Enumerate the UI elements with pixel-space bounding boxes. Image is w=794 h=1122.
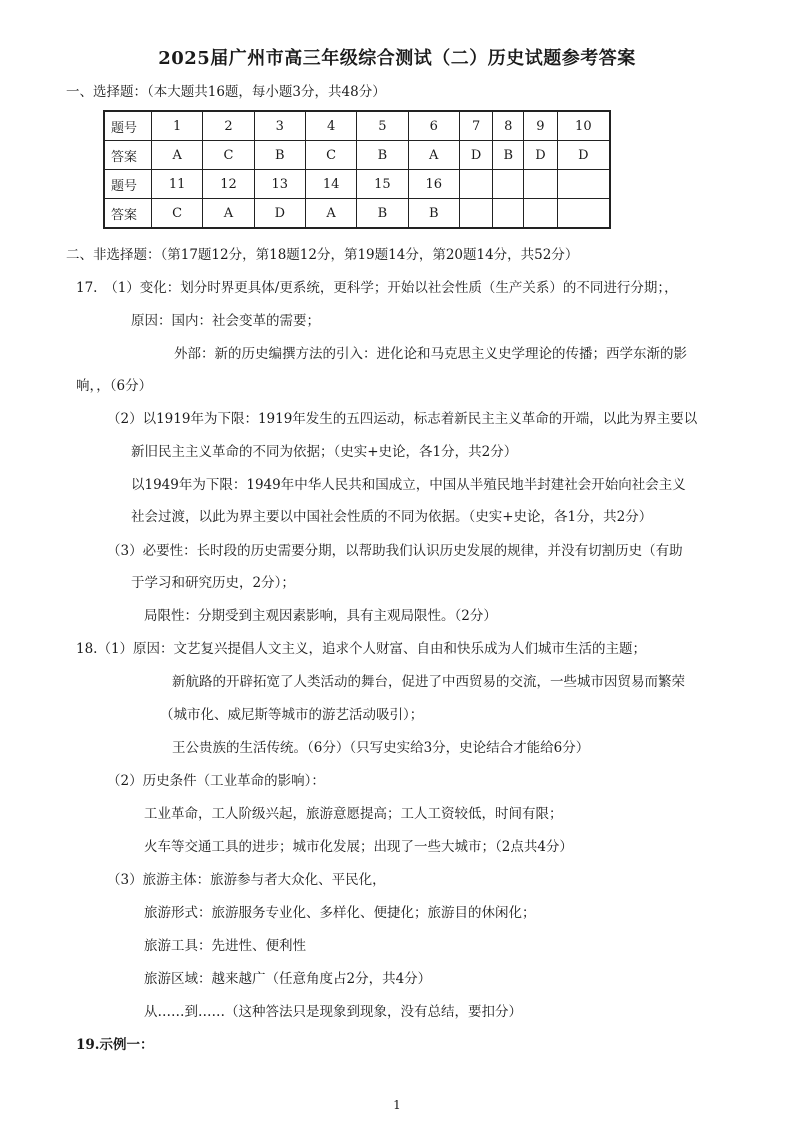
q18-part1-line1: 18.（1）原因：文艺复兴提倡人文主义，追求个人财富、自由和快乐成为人们城市生活的主题； <box>76 641 647 657</box>
q18-part1-line4: 王公贵族的生活传统。（6分）（只写史实给3分，史论结合才能给6分） <box>172 740 590 756</box>
answer-row <box>104 141 610 170</box>
q17-part1-score: 响，，（6分） <box>76 378 153 394</box>
table-cell: B <box>493 141 524 170</box>
table-cell: 13 <box>254 170 305 199</box>
table-cell: C <box>203 141 254 170</box>
page-title: 2025届广州市高三年级综合测试（二）历史试题参考答案 <box>158 48 636 69</box>
q17-part2-line4: 社会过渡，以此为界主要以中国社会性质的不同为依据。（史实+史论，各1分，共2分） <box>131 509 653 525</box>
row-label: 题号 <box>104 170 152 199</box>
q18-part2-line2: 火车等交通工具的进步；城市化发展；出现了一些大城市；（2点共4分） <box>144 839 573 855</box>
table-cell: A <box>305 199 356 229</box>
row-label: 答案 <box>104 141 152 170</box>
q17-part1-line: 17. （1）变化：划分时界更具体/更系统，更科学；开始以社会性质（生产关系）的不同进行分期；， <box>76 280 678 296</box>
table-cell <box>557 199 610 229</box>
table-cell: 2 <box>203 111 254 141</box>
table-cell <box>493 170 524 199</box>
row-label: 答案 <box>104 199 152 229</box>
question-row <box>104 111 610 141</box>
table-cell: C <box>305 141 356 170</box>
q18-part3-line1: （3）旅游主体：旅游参与者大众化、平民化， <box>107 872 386 888</box>
section1-heading: 一、选择题：（本大题共16题，每小题3分，共48分） <box>66 84 386 100</box>
q18-part2-line1: 工业革命，工人阶级兴起，旅游意愿提高；工人工资较低，时间有限； <box>144 806 563 822</box>
table-cell: 4 <box>305 111 356 141</box>
table-cell: D <box>459 141 492 170</box>
table-cell: 8 <box>493 111 524 141</box>
table-cell: A <box>408 141 459 170</box>
table-cell <box>557 170 610 199</box>
table-cell: 5 <box>357 111 408 141</box>
q18-part1-line2: 新航路的开辟拓宽了人类活动的舞台，促进了中西贸易的交流，一些城市因贸易而繁荣 <box>172 674 685 690</box>
answer-table <box>103 110 611 229</box>
q18-part1-line3: （城市化、威尼斯等城市的游艺活动吸引）； <box>160 707 424 723</box>
table-cell: 11 <box>152 170 203 199</box>
table-cell: 14 <box>305 170 356 199</box>
table-cell: 3 <box>254 111 305 141</box>
table-cell <box>493 199 524 229</box>
table-cell: B <box>408 199 459 229</box>
table-cell: A <box>152 141 203 170</box>
q17-part3-limitation: 局限性：分期受到主观因素影响，具有主观局限性。（2分） <box>144 608 497 624</box>
table-cell: 16 <box>408 170 459 199</box>
table-cell: A <box>203 199 254 229</box>
section2-heading: 二、非选择题：（第17题12分，第18题12分，第19题14分，第20题14分，共52分） <box>66 247 579 263</box>
table-cell: D <box>524 141 557 170</box>
q17-part2-line1: （2）以1919年为下限：1919年发生的五四运动，标志着新民主主义革命的开端，以此为界主要以 <box>107 411 698 427</box>
table-cell <box>524 199 557 229</box>
table-cell: 7 <box>459 111 492 141</box>
q18-part3-line4: 旅游区域：越来越广（任意角度占2分，共4分） <box>144 971 432 987</box>
table-cell: 6 <box>408 111 459 141</box>
table-cell: D <box>254 199 305 229</box>
table-cell: 1 <box>152 111 203 141</box>
question-row <box>104 170 610 199</box>
table-cell: 10 <box>557 111 610 141</box>
q18-part3-line3: 旅游工具：先进性、便利性 <box>144 938 306 954</box>
table-cell: 9 <box>524 111 557 141</box>
page-number: 1 <box>393 1098 401 1112</box>
q18-part3-line2: 旅游形式：旅游服务专业化、多样化、便捷化；旅游目的休闲化； <box>144 905 536 921</box>
table-cell: C <box>152 199 203 229</box>
answer-row <box>104 199 610 229</box>
q17-part1-reason-external: 外部：新的历史编撰方法的引入：进化论和马克思主义史学理论的传播；西学东渐的影 <box>174 346 687 362</box>
q19-heading: 19.示例一： <box>76 1037 154 1053</box>
table-cell <box>524 170 557 199</box>
table-cell <box>459 199 492 229</box>
q17-part2-line3: 以1949年为下限：1949年中华人民共和国成立，中国从半殖民地半封建社会开始向社会主义 <box>131 477 686 493</box>
table-cell: 15 <box>357 170 408 199</box>
table-cell: B <box>357 141 408 170</box>
row-label: 题号 <box>104 111 152 141</box>
table-cell: B <box>254 141 305 170</box>
q18-part3-line5: 从……到……（这种答法只是现象到现象，没有总结，要扣分） <box>144 1004 522 1020</box>
q17-part3-line1: （3）必要性：长时段的历史需要分期，以帮助我们认识历史发展的规律，并没有切割历史（有助 <box>107 543 683 559</box>
q17-part3-line2: 于学习和研究历史，2分）； <box>131 575 295 591</box>
table-cell: 12 <box>203 170 254 199</box>
q17-part2-line2: 新旧民主主义革命的不同为依据；（史实+史论，各1分，共2分） <box>131 444 518 460</box>
table-cell <box>459 170 492 199</box>
table-cell: D <box>557 141 610 170</box>
q18-part2-heading: （2）历史条件（工业革命的影响）： <box>107 773 325 789</box>
q17-part1-reason-domestic: 原因：国内：社会变革的需要； <box>131 313 320 329</box>
table-cell: B <box>357 199 408 229</box>
